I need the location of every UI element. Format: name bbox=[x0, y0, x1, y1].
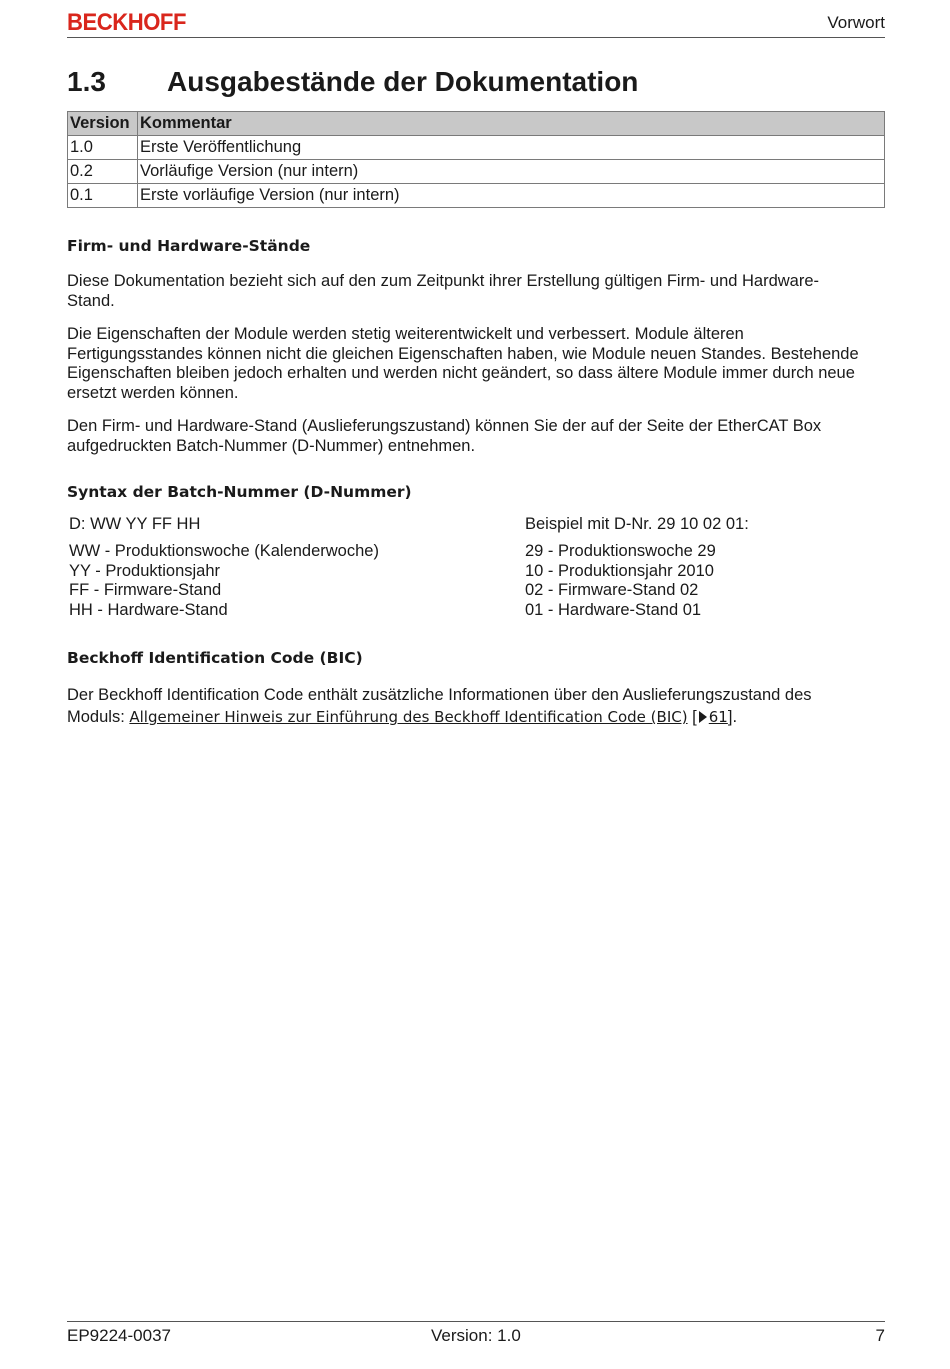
text-line: aufgedruckten Batch-Nummer (D-Nummer) entnehmen. bbox=[67, 436, 476, 455]
text-line: Den Firm- und Hardware-Stand (Auslieferungszustand) können Sie der auf der Seite der EtherCAT Box bbox=[67, 417, 822, 435]
list-item: HH - Hardware-Stand bbox=[69, 600, 228, 619]
firmware-heading: Firm- und Hardware-Stände bbox=[67, 237, 311, 255]
table-header-comment: Kommentar bbox=[138, 112, 885, 136]
section-number: 1.3 bbox=[67, 66, 106, 97]
footer-divider bbox=[67, 1321, 885, 1322]
table-cell-version: 1.0 bbox=[68, 136, 138, 160]
header-section-title: Vorwort bbox=[827, 13, 885, 32]
bic-heading: Beckhoff Identification Code (BIC) bbox=[67, 649, 363, 667]
table-cell-version: 0.2 bbox=[68, 160, 138, 184]
version-table bbox=[67, 111, 885, 208]
bic-hint-link[interactable]: Allgemeiner Hinweis zur Einführung des Beckhoff Identification Code (BIC) bbox=[129, 708, 688, 726]
batch-format: D: WW YY FF HH bbox=[69, 515, 201, 533]
list-item: FF - Firmware-Stand bbox=[69, 581, 222, 600]
sentence-end: . bbox=[732, 708, 738, 726]
table-row bbox=[68, 136, 885, 160]
firmware-paragraph-3 bbox=[67, 417, 887, 456]
page-ref-arrow-icon bbox=[699, 711, 707, 723]
list-item: 01 - Hardware-Stand 01 bbox=[525, 600, 702, 619]
text-line: Eigenschaften bleiben jedoch erhalten und werden nicht geändert, so dass ältere Module immer durch neue bbox=[67, 364, 855, 383]
table-cell-comment: Vorläufige Version (nur intern) bbox=[138, 160, 885, 184]
text-line: Stand. bbox=[67, 291, 115, 310]
text-line bbox=[67, 706, 887, 728]
footer-document-id: EP9224-0037 bbox=[67, 1326, 171, 1345]
section-title: Ausgabestände der Dokumentation bbox=[167, 66, 639, 97]
list-item: 02 - Firmware-Stand 02 bbox=[525, 581, 699, 600]
header-divider bbox=[67, 37, 885, 38]
table-header-version: Version bbox=[68, 112, 138, 136]
bic-paragraph bbox=[67, 684, 887, 728]
table-cell-comment: Erste Veröffentlichung bbox=[138, 136, 885, 160]
batch-field-list bbox=[69, 542, 379, 620]
firmware-paragraph-1 bbox=[67, 272, 887, 311]
text-line: ersetzt werden können. bbox=[67, 383, 239, 402]
ref-open-bracket: [ bbox=[692, 708, 697, 726]
table-cell-comment: Erste vorläufige Version (nur intern) bbox=[138, 184, 885, 208]
bic-line-prefix: Moduls: bbox=[67, 708, 130, 726]
batch-example-list bbox=[525, 542, 716, 620]
list-item: 29 - Produktionswoche 29 bbox=[525, 542, 716, 560]
batch-example-label: Beispiel mit D-Nr. 29 10 02 01: bbox=[525, 515, 749, 533]
footer-page-number: 7 bbox=[875, 1326, 885, 1345]
table-row bbox=[68, 184, 885, 208]
table-cell-version: 0.1 bbox=[68, 184, 138, 208]
text-line: Fertigungsstandes können nicht die gleichen Eigenschaften haben, wie Module neuen Standes. Bestehende bbox=[67, 344, 859, 363]
table-row bbox=[68, 160, 885, 184]
ref-close-bracket: ] bbox=[727, 708, 733, 726]
text-line: Diese Dokumentation bezieht sich auf den zum Zeitpunkt ihrer Erstellung gültigen Firm- und Hardware- bbox=[67, 272, 820, 290]
list-item: YY - Produktionsjahr bbox=[69, 561, 221, 580]
beckhoff-logo: BECKHOFF bbox=[67, 9, 186, 36]
syntax-heading: Syntax der Batch-Nummer (D-Nummer) bbox=[67, 483, 412, 501]
list-item: 10 - Produktionsjahr 2010 bbox=[525, 561, 714, 580]
text-line: Der Beckhoff Identification Code enthält zusätzliche Informationen über den Auslieferungszustand des bbox=[67, 686, 812, 704]
footer-version: Version: 1.0 bbox=[431, 1326, 521, 1345]
firmware-paragraph-2 bbox=[67, 325, 887, 403]
list-item: WW - Produktionswoche (Kalenderwoche) bbox=[69, 542, 379, 560]
page-ref-link[interactable]: 61 bbox=[708, 708, 728, 726]
table-header-row bbox=[68, 112, 885, 136]
text-line: Die Eigenschaften der Module werden stetig weiterentwickelt und verbessert. Module älteren bbox=[67, 325, 744, 343]
